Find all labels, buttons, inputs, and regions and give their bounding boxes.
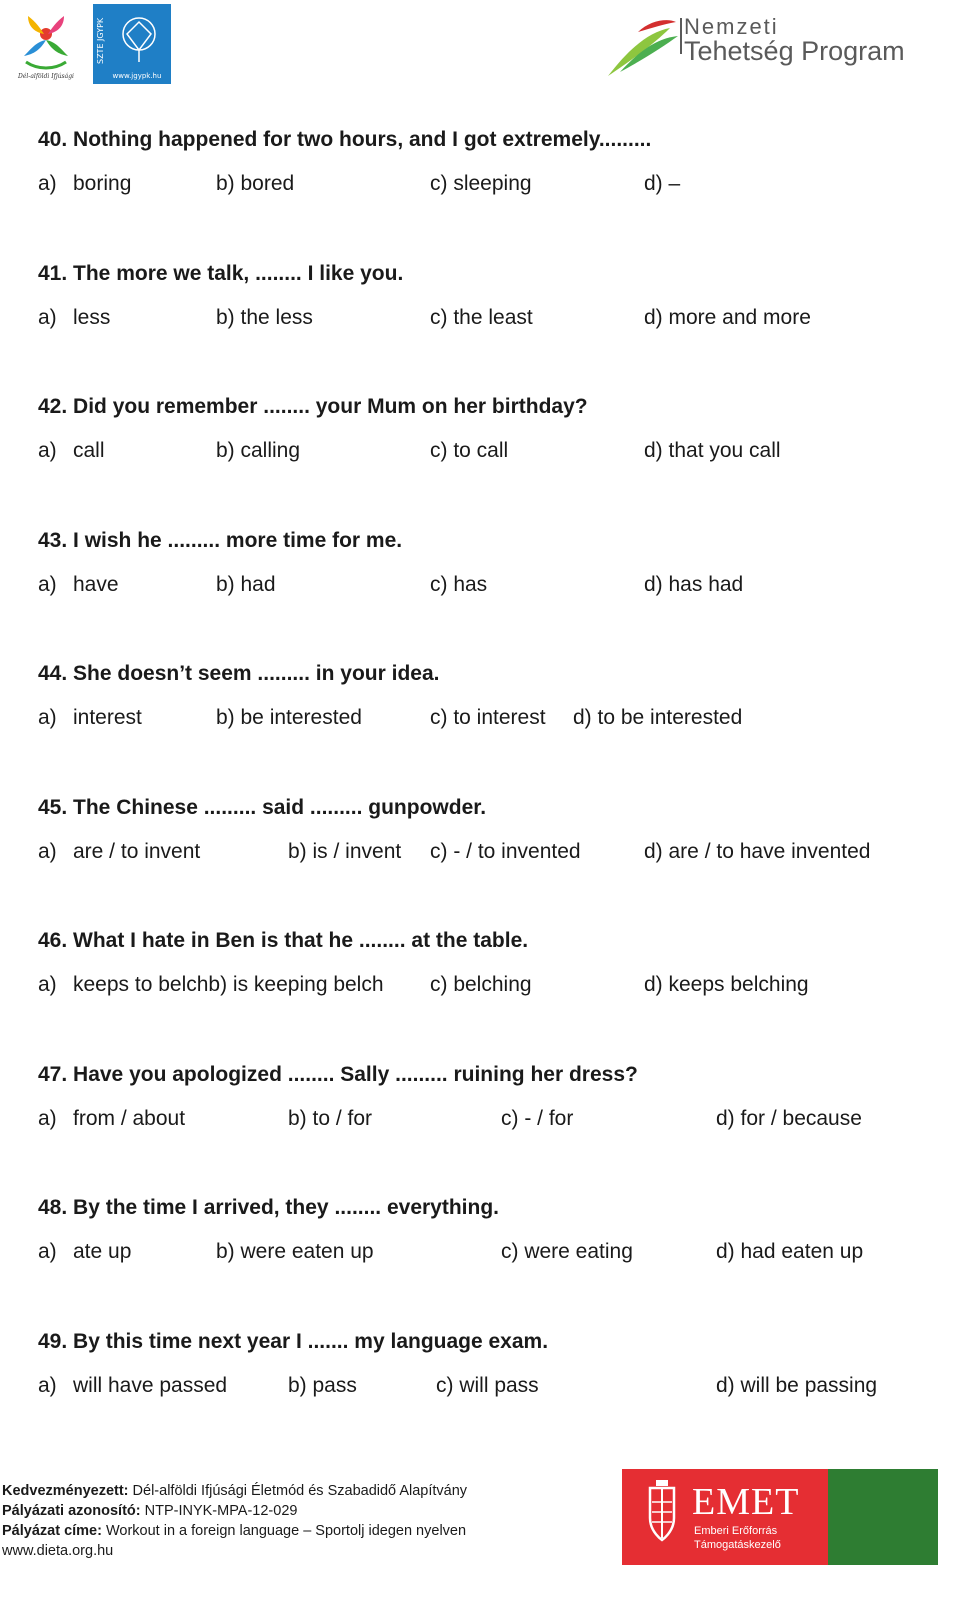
emet-subtitle: [694, 1524, 781, 1552]
option-letter-a: a): [38, 172, 57, 195]
question-44: [38, 658, 938, 792]
option-b: b) had: [216, 572, 276, 596]
beneficiary-label: Kedvezményezett:: [2, 1483, 129, 1499]
svg-text:Dél-alföldi Ifjúsági: Dél-alföldi Ifjúsági: [18, 73, 74, 80]
svg-text:www.jgypk.hu: www.jgypk.hu: [112, 72, 162, 80]
option-a: have: [73, 572, 119, 596]
option-d: d) more and more: [644, 305, 811, 329]
application-title-value: Workout in a foreign language – Sportolj idegen nyelven: [101, 1523, 467, 1539]
application-id-label: Pályázati azonosító:: [2, 1503, 141, 1519]
option-c: c) to interest: [430, 706, 546, 729]
question-title: 45. The Chinese ......... said ......... gunpowder.: [38, 795, 487, 819]
option-c: c) will pass: [436, 1373, 539, 1397]
application-title-label: Pályázat címe:: [2, 1523, 102, 1539]
option-b: b) bored: [216, 172, 295, 195]
emet-subtitle-line2: Támogatáskezelő: [694, 1539, 781, 1551]
szte-emblem-icon: [93, 4, 171, 84]
svg-text:SZTE JGYPK: SZTE JGYPK: [96, 17, 105, 64]
question-title: 44. She doesn’t seem ......... in your idea.: [38, 662, 440, 685]
application-id-line: [2, 1501, 467, 1521]
question-41: [38, 258, 938, 392]
option-a: less: [73, 305, 111, 329]
option-letter-a: a): [38, 973, 57, 996]
option-d: d) to be interested: [573, 706, 743, 729]
option-d: d) for / because: [716, 1106, 862, 1130]
question-title: 46. What I hate in Ben is that he ........ at the table.: [38, 929, 529, 952]
option-d: d) will be passing: [716, 1373, 878, 1397]
question-47: [38, 1059, 938, 1193]
question-40: [38, 124, 938, 258]
option-a: are / to invent: [73, 839, 201, 863]
option-c: c) sleeping: [430, 172, 532, 195]
beneficiary-line: [2, 1481, 467, 1501]
option-a: will have passed: [73, 1373, 228, 1397]
option-d: d) has had: [644, 572, 744, 596]
option-a: boring: [73, 172, 132, 195]
option-c: c) - / for: [501, 1106, 574, 1130]
ntp-title-line2: Tehetség Program: [684, 36, 905, 66]
question-46: [38, 925, 938, 1059]
option-letter-a: a): [38, 439, 57, 462]
option-c: c) were eating: [501, 1240, 633, 1263]
option-a: interest: [73, 706, 142, 729]
option-letter-a: a): [38, 706, 57, 729]
question-42: [38, 391, 938, 525]
coat-of-arms-icon: [640, 1478, 684, 1558]
option-letter-a: a): [38, 1373, 57, 1397]
option-c: c) - / to invented: [430, 839, 581, 863]
question-title: 48. By the time I arrived, they ........ everything.: [38, 1196, 499, 1219]
option-letter-a: a): [38, 839, 57, 863]
option-d: d) keeps belching: [644, 973, 809, 996]
emet-title: EMET: [692, 1481, 800, 1523]
option-letter-a: a): [38, 1240, 57, 1263]
option-b: b) were eaten up: [216, 1240, 374, 1263]
option-letter-a: a): [38, 1106, 57, 1130]
question-49: [38, 1326, 938, 1460]
question-43: [38, 525, 938, 659]
option-b: b) calling: [216, 439, 301, 462]
option-a: ate up: [73, 1240, 132, 1263]
option-d: d) had eaten up: [716, 1240, 864, 1263]
application-title-line: [2, 1521, 467, 1541]
question-title: 42. Did you remember ........ your Mum on her birthday?: [38, 395, 588, 418]
question-title: 41. The more we talk, ........ I like you.: [38, 261, 404, 285]
emet-subtitle-line1: Emberi Erőforrás: [694, 1525, 778, 1537]
option-c: c) has: [430, 572, 488, 596]
question-title: 43. I wish he ......... more time for me.: [38, 528, 403, 552]
footer-info: [2, 1481, 467, 1561]
option-a: call: [73, 439, 105, 462]
question-45: [38, 792, 938, 926]
application-id-value: NTP-INYK-MPA-12-029: [140, 1503, 298, 1519]
option-d: d) –: [644, 172, 681, 195]
option-letter-a: a): [38, 305, 57, 329]
option-b: b) be interested: [216, 706, 362, 729]
option-d: d) are / to have invented: [644, 839, 871, 863]
szte-jgypk-logo: [93, 4, 171, 84]
option-b: b) to / for: [288, 1106, 373, 1130]
option-b: b) pass: [288, 1373, 357, 1397]
option-c: c) to call: [430, 439, 509, 462]
question-title: 47. Have you apologized ........ Sally ......... ruining her dress?: [38, 1062, 638, 1086]
question-48: [38, 1192, 938, 1326]
option-d: d) that you call: [644, 439, 781, 462]
dieta-foundation-logo: [6, 4, 86, 86]
page-header: [0, 0, 960, 100]
ntp-title-line1: Nemzeti: [684, 14, 779, 39]
website-link[interactable]: www.dieta.org.hu: [2, 1543, 114, 1559]
question-title: 49. By this time next year I ....... my language exam.: [38, 1329, 549, 1353]
option-a: from / about: [73, 1106, 186, 1130]
option-b: b) is / invent: [288, 839, 402, 863]
emet-logo-green-band: [828, 1469, 938, 1565]
option-letter-a: a): [38, 572, 57, 596]
option-c: c) the least: [430, 305, 533, 329]
beneficiary-value: Dél-alföldi Ifjúsági Életmód és Szabadidő Alapítvány: [128, 1483, 468, 1499]
option-c: c) belching: [430, 973, 532, 996]
question-title: 40. Nothing happened for two hours, and I got extremely.........: [38, 128, 652, 151]
question-list: [38, 124, 938, 1459]
option-a-b: keeps to belchb) is keeping belch: [73, 973, 384, 996]
option-b: b) the less: [216, 305, 313, 329]
